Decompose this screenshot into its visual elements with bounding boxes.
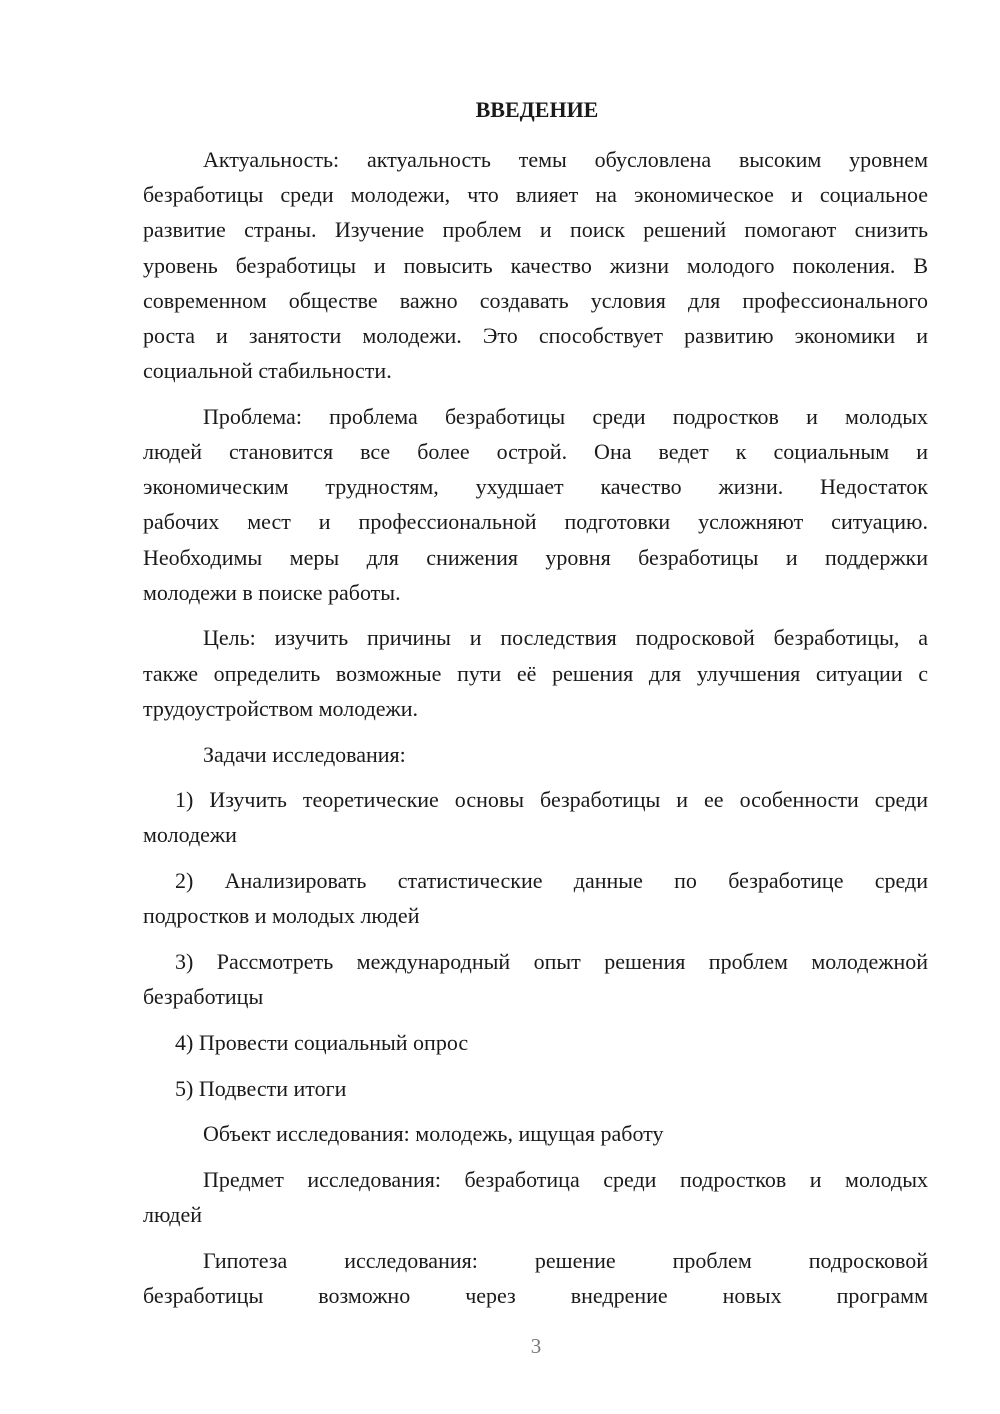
paragraph — [143, 1162, 928, 1232]
text-line: уровень безработицы и повысить качество жизни молодого поколения. В — [143, 252, 928, 278]
text-line: современном обществе важно создавать условия для профессионального — [143, 287, 928, 313]
document-body — [143, 142, 928, 1324]
text-line: также определить возможные пути её решения для улучшения ситуации с — [143, 660, 928, 686]
paragraph — [143, 620, 928, 726]
text-line: людей становится все более острой. Она ведет к социальным и — [143, 439, 928, 464]
text-line: 1) Изучить теоретические основы безработицы и ее особенности среди — [175, 787, 928, 813]
numbered-task-item — [143, 782, 928, 852]
text-line: Проблема: проблема безработицы среди подростков и молодых — [203, 403, 928, 429]
text-line: 4) Провести социальный опрос — [175, 1029, 469, 1055]
text-line: роста и занятости молодежи. Это способствует развитию экономики и — [143, 322, 928, 348]
text-line: 3) Рассмотреть международный опыт решения проблем молодежной — [175, 948, 928, 974]
numbered-task-item — [143, 944, 928, 1014]
text-line: Предмет исследования: безработица среди подростков и молодых — [203, 1166, 928, 1192]
paragraph — [143, 1243, 928, 1313]
numbered-task-item — [143, 1025, 928, 1060]
text-line: Актуальность: актуальность темы обусловлена высоким уровнем — [203, 147, 928, 172]
text-line: молодежи — [143, 822, 237, 848]
numbered-task-item — [143, 1071, 928, 1106]
text-line: Цель: изучить причины и последствия подросковой безработицы, а — [203, 625, 928, 651]
text-line: безработицы среди молодежи, что влияет на экономическое и социальное — [143, 182, 928, 208]
text-line: подростков и молодых людей — [143, 903, 420, 929]
text-line: людей — [143, 1202, 203, 1228]
text-line: молодежи в поиске работы. — [143, 579, 401, 605]
text-line: развитие страны. Изучение проблем и поиск решений помогают снизить — [143, 217, 928, 243]
text-line: безработицы возможно через внедрение новых программ — [143, 1282, 928, 1308]
text-line: трудоустройством молодежи. — [143, 695, 419, 721]
text-line: экономическим трудностям, ухудшает качество жизни. Недостаток — [143, 474, 928, 500]
text-line: Задачи исследования: — [203, 741, 406, 767]
text-line: Объект исследования: молодежь, ищущая работу — [203, 1121, 664, 1147]
paragraph — [143, 737, 928, 772]
text-line: безработицы — [143, 984, 264, 1010]
text-line: социальной стабильности. — [143, 358, 392, 384]
text-line: 5) Подвести итоги — [175, 1075, 347, 1101]
page-number: 3 — [530, 1334, 542, 1358]
paragraph — [143, 1116, 928, 1151]
section-title: ВВЕДЕНИЕ — [475, 97, 599, 122]
text-line: рабочих мест и профессиональной подготовки усложняют ситуацию. — [143, 509, 928, 535]
paragraph — [143, 399, 928, 610]
numbered-task-item — [143, 863, 928, 933]
text-line: 2) Анализировать статистические данные по безработице среди — [175, 868, 928, 894]
text-line: Гипотеза исследования: решение проблем подросковой — [203, 1247, 928, 1273]
text-line: Необходимы меры для снижения уровня безработицы и поддержки — [143, 544, 928, 570]
paragraph — [143, 142, 928, 388]
